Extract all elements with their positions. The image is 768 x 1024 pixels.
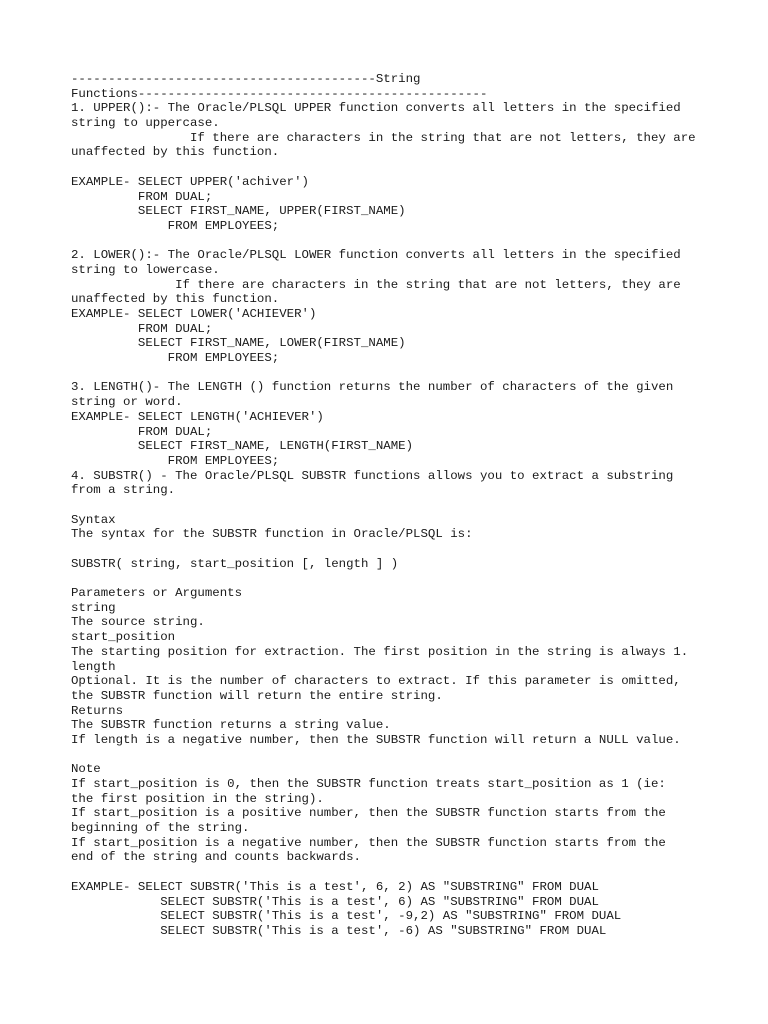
substr-example: SELECT SUBSTR('This is a test', -6) AS "SUBSTRING" FROM DUAL [71,923,607,938]
section-heading: -----------------------------------------String [71,72,421,86]
parameter-description: The starting position for extraction. The first position in the string is always 1. [71,644,689,659]
syntax-signature: SUBSTR( string, start_position [, length ] ) [71,556,399,571]
returns-text: If length is a negative number, then the SUBSTR function will return a NULL value. [71,732,681,747]
upper-example: FROM DUAL; [71,189,213,204]
lower-example: FROM EMPLOYEES; [71,351,280,366]
document-page [71,72,761,939]
blank-line [71,542,761,557]
note-text: the first position in the string). [71,791,324,806]
length-definition: 3. LENGTH()- The LENGTH () function returns the number of characters of the given [71,380,674,395]
substr-example: EXAMPLE- SELECT SUBSTR('This is a test', 6, 2) AS "SUBSTRING" FROM DUAL [71,879,599,894]
substr-example: SELECT SUBSTR('This is a test', -9,2) AS "SUBSTRING" FROM DUAL [71,909,622,924]
lower-example: SELECT FIRST_NAME, LOWER(FIRST_NAME) [71,336,406,351]
note-text: end of the string and counts backwards. [71,850,361,865]
note-text: If start_position is 0, then the SUBSTR function treats start_position as 1 (ie: [71,777,666,791]
length-example: FROM EMPLOYEES; [71,453,280,468]
lower-definition: unaffected by this function. [71,292,280,307]
note-text: If start_position is a positive number, then the SUBSTR function starts from the [71,806,666,821]
lower-example: FROM DUAL; [71,321,213,336]
returns-text: The SUBSTR function returns a string value. [71,718,391,733]
returns-heading: Returns [71,703,124,718]
parameter-description: Optional. It is the number of characters to extract. If this parameter is omitted, [71,674,681,689]
note-heading: Note [71,762,101,777]
substr-definition: from a string. [71,483,176,498]
upper-example: EXAMPLE- SELECT UPPER('achiver') [71,174,309,189]
length-example: EXAMPLE- SELECT LENGTH('ACHIEVER') [71,409,324,424]
length-example: FROM DUAL; [71,424,213,439]
upper-example: FROM EMPLOYEES; [71,218,280,233]
parameter-description: the SUBSTR function will return the entire string. [71,688,443,703]
lower-definition: 2. LOWER():- The Oracle/PLSQL LOWER function converts all letters in the specified [71,248,681,263]
upper-example: SELECT FIRST_NAME, UPPER(FIRST_NAME) [71,204,406,219]
parameter-name: string [71,600,116,615]
blank-line [71,498,761,513]
parameter-name: start_position [71,630,176,645]
lower-example: EXAMPLE- SELECT LOWER('ACHIEVER') [71,307,317,321]
blank-line [71,865,761,880]
length-example: SELECT FIRST_NAME, LENGTH(FIRST_NAME) [71,439,414,454]
parameters-heading: Parameters or Arguments [71,586,243,601]
upper-definition: 1. UPPER():- The Oracle/PLSQL UPPER function converts all letters in the specified [71,101,681,116]
lower-definition: string to lowercase. [71,262,220,277]
blank-line [71,748,761,763]
blank-line [71,160,761,175]
syntax-text: The syntax for the SUBSTR function in Oracle/PLSQL is: [71,527,473,542]
lower-definition: If there are characters in the string that are not letters, they are [71,277,681,292]
upper-definition: string to uppercase. [71,116,220,131]
parameter-description: The source string. [71,615,205,630]
length-definition: string or word. [71,395,183,410]
substr-example: SELECT SUBSTR('This is a test', 6) AS "SUBSTRING" FROM DUAL [71,894,599,909]
upper-definition: If there are characters in the string that are not letters, they are [71,130,696,145]
note-text: beginning of the string. [71,821,250,836]
parameter-name: length [71,659,116,674]
upper-definition: unaffected by this function. [71,145,280,160]
syntax-heading: Syntax [71,512,116,527]
substr-definition: 4. SUBSTR() - The Oracle/PLSQL SUBSTR functions allows you to extract a substring [71,468,674,483]
section-heading: Functions----------------------------------------------- [71,86,488,101]
note-text: If start_position is a negative number, then the SUBSTR function starts from the [71,835,666,850]
blank-line [71,366,761,381]
blank-line [71,571,761,586]
blank-line [71,234,761,249]
